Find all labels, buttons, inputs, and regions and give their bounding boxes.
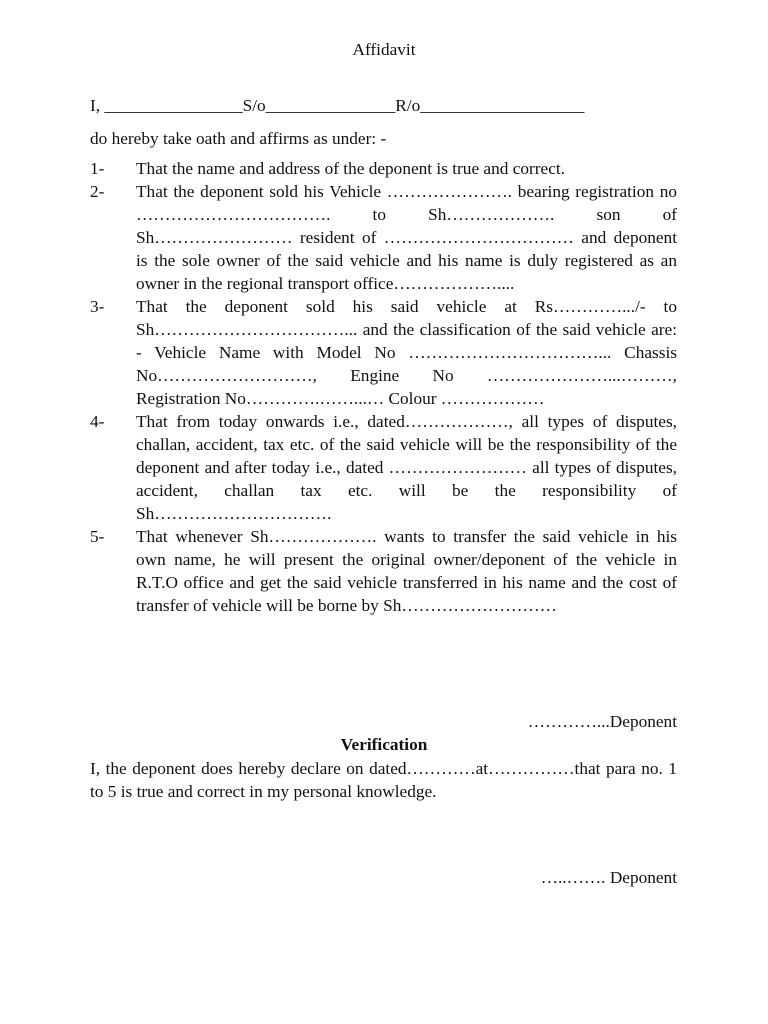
deponent-signature-line-final: …..……. Deponent [540, 868, 677, 887]
document-title: Affidavit [352, 40, 416, 59]
clause-item [90, 525, 677, 617]
clause-number: 2- [90, 182, 105, 201]
clause-number: 1- [90, 159, 105, 178]
clause-item [90, 180, 677, 295]
clause-text: That the deponent sold his Vehicle …………………. bearing registration no ……………………………. to Sh………………. son of Sh…………………… resident of …………………………… and deponent is the sole owner of the said vehicle and his name is duly registered as an owner in the regional transport office……………….... [136, 182, 677, 293]
clause-number: 3- [90, 297, 105, 316]
clause-item [90, 410, 677, 525]
clause-item [90, 157, 677, 180]
clause-text: That the deponent sold his said vehicle at Rs………….../- to Sh……………………………... and the classification of the said vehicle are: - Vehicle Name with Model No ……………………………... Chassis No………………………, Engine No …………………...………, Registration No………….……...… Colour ……………… [136, 297, 677, 408]
verification-heading: Verification [340, 735, 428, 754]
deponent-identity-line: I, ________________S/o_______________R/o___________________ [90, 96, 585, 115]
clause-text: That the name and address of the deponent is true and correct. [136, 159, 565, 178]
deponent-signature-line: …………...Deponent [527, 712, 677, 731]
clause-text: That whenever Sh………………. wants to transfer the said vehicle in his own name, he will present the original owner/deponent of the vehicle in R.T.O office and get the said vehicle transferred in his name and the cost of transfer of vehicle will be borne by Sh……………………… [136, 527, 677, 615]
oath-statement: do hereby take oath and affirms as under: - [90, 129, 387, 148]
verification-text: I, the deponent does hereby declare on dated…………at……………that para no. 1 to 5 is true and correct in my personal knowledge. [90, 759, 677, 801]
clause-item [90, 295, 677, 410]
clause-number: 5- [90, 527, 105, 546]
clause-list [90, 157, 677, 617]
clause-text: That from today onwards i.e., dated………………, all types of disputes, challan, accident, tax etc. of the said vehicle will be the responsibility of the deponent and after today i.e., dated …………………… all types of disputes, accident, challan tax etc. will be the responsibility of Sh…………………………. [136, 412, 677, 523]
clause-number: 4- [90, 412, 105, 431]
